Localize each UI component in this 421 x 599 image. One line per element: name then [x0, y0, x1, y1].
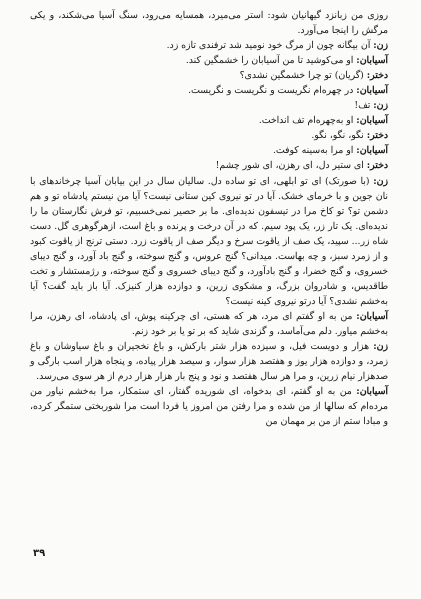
paragraph-4	[30, 83, 388, 98]
dialogue-text: او به‌چهره‌ام تف انداخت.	[258, 115, 354, 127]
speaker-label: دختر:	[366, 130, 388, 142]
dialogue-text: او مرا به‌سینه کوفت.	[272, 145, 354, 157]
speaker-label: دختر:	[366, 160, 388, 172]
speaker-label: آسیابان:	[356, 145, 388, 157]
paragraph-2	[30, 53, 388, 68]
speaker-label: زن:	[373, 175, 388, 187]
paragraph-8	[30, 143, 388, 158]
speaker-label: آسیابان:	[356, 310, 388, 322]
dialogue-text: ای ستیر دل، ای رهزن، ای شور چشم!	[215, 160, 364, 172]
paragraph-13	[30, 384, 388, 429]
dialogue-text: آن بیگانه چون از مرگ خود نومید شد ترفندی تازه زد.	[166, 40, 371, 52]
dialogue-text: هزار و دویست فیل، و سیزده هزار شتر بارکش، و باغ نخجیران و باغ سیاوشان و باغ زمرد، و دوازده هزار یوز و هفتصد هزار سوار، و سیصد هزار پیاده، و پنجاه هزار اسب بارگی و صدهزار نیام زرین، و مرا هر سال هفتصد و نود و پنج بار هزار هزار درم از هر سوی می‌رسد.	[30, 341, 388, 383]
paragraph-6	[30, 113, 388, 128]
speaker-label: زن:	[373, 40, 388, 52]
paragraph-5	[30, 98, 388, 113]
dialogue-text: (گریان) تو چرا خشمگین نشدی؟	[239, 70, 364, 82]
speaker-label: زن:	[373, 341, 388, 353]
dialogue-text: در چهره‌ام نگریست و نگریست و نگریست.	[188, 85, 354, 97]
paragraph-0	[30, 8, 388, 38]
paragraph-3	[30, 68, 388, 83]
speaker-label: آسیابان:	[356, 386, 388, 398]
dialogue-text: نگو، نگو، نگو.	[311, 130, 364, 142]
speaker-label: آسیابان:	[356, 85, 388, 97]
paragraph-11	[30, 309, 388, 339]
text-column	[30, 8, 388, 429]
dialogue-text: من به او گفتم ای مرد، هر که هستی، ای چرکینه پوش، ای پادشاه، ای رهزن، مرا به‌خشم میاور. دلم می‌آماسد، و گزندی شاید که بر تو یا بر خود زنم.	[30, 310, 388, 337]
page-number: ۳۹	[33, 548, 46, 559]
speaker-label: زن:	[373, 100, 388, 112]
dialogue-text: او می‌کوشید تا من آسیابان را خشمگین کند.	[185, 55, 354, 67]
dialogue-text: روزی من زبانزد گیهانیان شود: استر می‌میرد، همسایه می‌رود، سنگ آسیا می‌شکند، و یکی مرگش را اینجا می‌آورد.	[30, 10, 388, 37]
dialogue-text: (با صورتک) ای تو ابلهی، ای تو ساده دل. سالیان سال در این بیابان آسیا چرخاندهای با نان جوین و با خرمای خشک. آیا در تو نیروی کین ستانی نیست؟ آیا من نیستم پادشاه تو و هم دشمن تو؟ تو کاخ مرا در تیسفون ندیده‌ای. ما بر حصیر نمی‌خسبیم، تو فرش نگارستان ما را ندیده‌ای. یک تار زر، یک پود سیم. که در آن درخت و پرنده و باغ است، ازهرگوهری گل. دست شاه زر... سپید، یک صف از یاقوت سرخ و دیگر صف از یاقوت زرد. دستی ترنج از یاقوت کبود و از زمرد سبز، و چه بهاست. میدانی؟ گنج عروس، و گنج سوخته، و گنج باد آورد، و گنج دیبای خسروی، و گنج خضرا، و گنج بادآورد، و گنج دیبای خسروی و گنج سوخته، و رژمستشار و تخت طاقدیس، و شادروان بزرگ، و مشکوی زرین، و دوازده هزار کنیزک. آیا باز باید گفت؟ آیا به‌خشم نشدی؟ آیا درتو نیروی کینه نیست؟	[30, 175, 388, 307]
paragraph-10	[30, 174, 388, 309]
speaker-label: دختر:	[366, 70, 388, 82]
paragraph-7	[30, 128, 388, 143]
paragraph-1	[30, 38, 388, 53]
speaker-label: آسیابان:	[356, 115, 388, 127]
dialogue-text: من به او گفتم، ای بدخواه، ای شوریده گفتار، ای ستمکار، مرا به‌خشم نیاور من مرده‌ام که سالها از من شده و مرا رفتن من امروز یا فردا است مرا شوربختی ستمگر کرده، و مبادا ستم از من بر مهمان من	[30, 386, 388, 428]
paragraph-9	[30, 158, 388, 173]
dialogue-text: تف!	[354, 100, 371, 112]
speaker-label: آسیابان:	[356, 55, 388, 67]
paragraph-12	[30, 339, 388, 384]
